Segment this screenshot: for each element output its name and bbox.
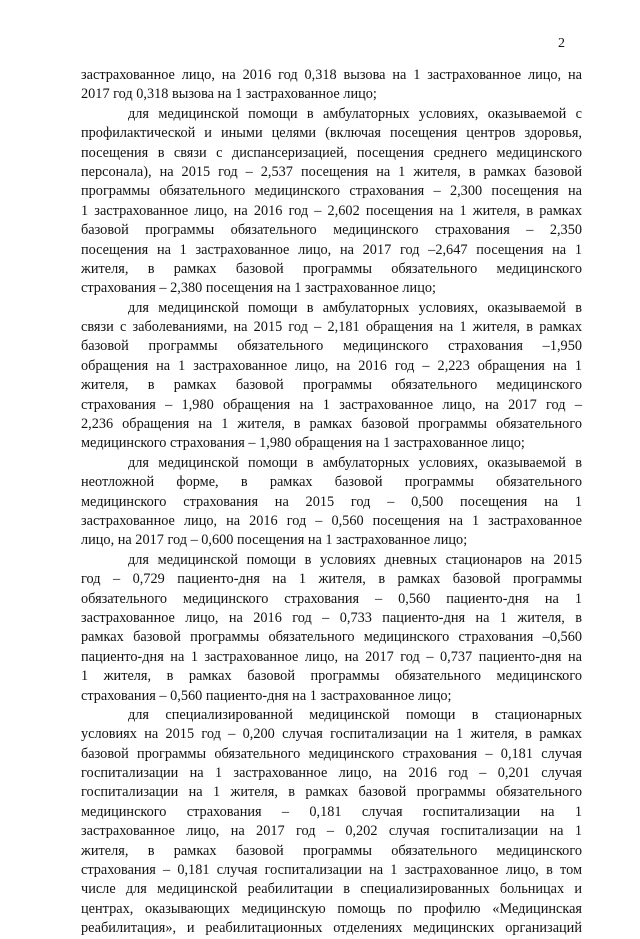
text-line: застрахованное лицо, на 2016 год 0,318 вызова на 1 застрахованное лицо, на: [81, 67, 582, 83]
text-line: 2017 год 0,318 вызова на 1 застрахованное лицо;: [81, 86, 377, 103]
text-line: профилактической и иными целями (включая посещения центров здоровья,: [81, 125, 582, 142]
text-line: пациенто-дня на 1 застрахованное лицо, на 2017 год – 0,737 пациенто-дня на: [81, 648, 582, 665]
text-line: застрахованное лицо, на 2016 год – 0,733 пациенто-дня на 1 жителя, в: [81, 609, 582, 626]
text-line: персонала), на 2015 год – 2,537 посещения на 1 жителя, в рамках базовой: [81, 163, 582, 180]
text-line: страхования – 0,560 пациенто-дня на 1 застрахованное лицо;: [81, 687, 452, 704]
text-line: страхования – 2,380 посещения на 1 застрахованное лицо;: [81, 280, 436, 297]
page-number: 2: [558, 36, 565, 51]
text-line: рамках базовой программы обязательного медицинского страхования –0,560: [81, 629, 582, 646]
text-line: реабилитация», и реабилитационных отделениях медицинских организаций: [81, 920, 582, 937]
text-line: для медицинской помощи в амбулаторных условиях, оказываемой в: [128, 299, 582, 316]
text-line: для медицинской помощи в амбулаторных условиях, оказываемой с: [128, 105, 582, 122]
text-line: обязательного медицинского страхования – 0,560 пациенто-дня на 1: [81, 590, 582, 607]
text-line: жителя, в рамках базовой программы обязательного медицинского: [81, 260, 582, 277]
text-line: условиях на 2015 год – 0,200 случая госпитализации на 1 жителя, в рамках: [81, 726, 582, 743]
text-line: базовой программы обязательного медицинского страхования – 2,350: [81, 222, 582, 239]
text-line: 2,236 обращения на 1 жителя, в рамках базовой программы обязательного: [81, 416, 582, 433]
text-line: для медицинской помощи в условиях дневных стационаров на 2015: [128, 551, 582, 568]
text-line: страхования – 1,980 обращения на 1 застрахованное лицо, на 2017 год –: [81, 396, 582, 413]
text-line: для специализированной медицинской помощи в стационарных: [128, 706, 582, 723]
text-line: посещения в связи с диспансеризацией, посещения среднего медицинского: [81, 144, 582, 161]
text-line: программы обязательного медицинского страхования – 2,300 посещения на: [81, 183, 582, 200]
text-line: обращения на 1 застрахованное лицо, на 2016 год – 2,223 обращения на 1: [81, 357, 582, 374]
text-line: медицинского страхования – 1,980 обращения на 1 застрахованное лицо;: [81, 435, 525, 452]
text-line: медицинского страхования на 2015 год – 0,500 посещения на 1: [81, 493, 582, 510]
text-line: посещения на 1 застрахованное лицо, на 2017 год –2,647 посещения на 1: [81, 241, 582, 258]
text-line: госпитализации на 1 жителя, в рамках базовой программы обязательного: [81, 784, 582, 801]
text-line: связи с заболеваниями, на 2015 год – 2,181 обращения на 1 жителя, в рамках: [81, 319, 582, 336]
text-line: лицо, на 2017 год – 0,600 посещения на 1 застрахованное лицо;: [81, 532, 468, 549]
body-text: [81, 66, 582, 939]
text-line: базовой программы обязательного медицинского страхования –1,950: [81, 338, 582, 355]
text-line: страхования – 0,181 случая госпитализации на 1 застрахованное лицо, в том: [81, 862, 582, 879]
text-line: числе для медицинской реабилитации в специализированных больницах и: [81, 881, 582, 898]
text-line: жителя, в рамках базовой программы обязательного медицинского: [81, 842, 582, 859]
text-line: 1 жителя, в рамках базовой программы обязательного медицинского: [81, 668, 582, 685]
text-line: застрахованное лицо, на 2017 год – 0,202 случая госпитализации на 1: [81, 823, 582, 840]
text-line: центрах, оказывающих медицинскую помощь по профилю «Медицинская: [81, 900, 582, 917]
text-line: застрахованное лицо, на 2016 год – 0,560 посещения на 1 застрахованное: [81, 512, 582, 529]
text-line: базовой программы обязательного медицинского страхования – 0,181 случая: [81, 745, 582, 762]
text-line: 1 застрахованное лицо, на 2016 год – 2,602 посещения на 1 жителя, в рамках: [81, 202, 582, 219]
text-line: медицинского страхования – 0,181 случая госпитализации на 1: [81, 803, 582, 820]
text-line: жителя, в рамках базовой программы обязательного медицинского: [81, 377, 582, 394]
text-line: неотложной форме, в рамках базовой программы обязательного: [81, 474, 582, 491]
text-line: для медицинской помощи в амбулаторных условиях, оказываемой в: [128, 454, 582, 471]
text-line: госпитализации на 1 застрахованное лицо, на 2016 год – 0,201 случая: [81, 765, 582, 782]
text-line: год – 0,729 пациенто-дня на 1 жителя, в рамках базовой программы: [81, 571, 582, 588]
